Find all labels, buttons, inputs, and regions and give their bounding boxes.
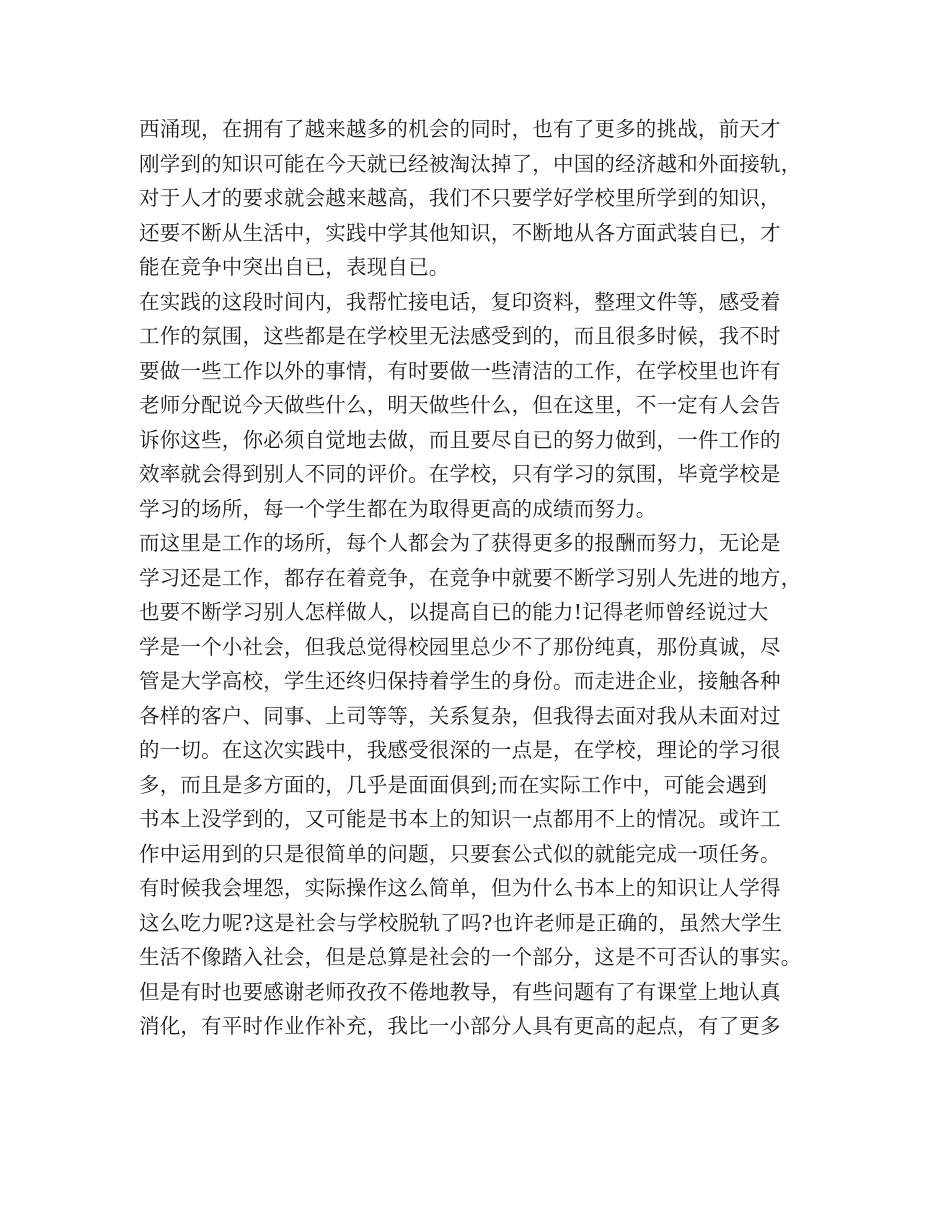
text-line: 但是有时也要感谢老师孜孜不倦地教导，有些问题有了有课堂上地认真: [139, 979, 781, 1004]
text-line: 而这里是工作的场所，每个人都会为了获得更多的报酬而努力，无论是: [139, 531, 781, 555]
text-line: 各样的客户、同事、上司等等，关系复杂，但我得去面对我从未面对过: [139, 703, 781, 728]
text-line: 书本上没学到的，又可能是书本上的知识一点都用不上的情况。或许工: [139, 807, 781, 831]
text-line: 还要不断从生活中，实践中学其他知识，不断地从各方面武装自已，才: [139, 220, 781, 245]
text-line: 在实践的这段时间内，我帮忙接电话，复印资料，整理文件等，感受着: [139, 289, 781, 314]
text-line: 管是大学高校，学生还终归保持着学生的身份。而走进企业，接触各种: [139, 669, 781, 693]
text-line: 有时候我会埋怨，实际操作这么简单，但为什么书本上的知识让人学得: [139, 876, 781, 900]
text-line: 效率就会得到别人不同的评价。在学校，只有学习的氛围，毕竟学校是: [139, 462, 781, 486]
text-line: 学习还是工作，都存在着竞争，在竞争中就要不断学习别人先进的地方，: [139, 565, 802, 590]
text-line: 能在竞争中突出自已，表现自已。: [139, 255, 450, 279]
text-line: 对于人才的要求就会越来越高，我们不只要学好学校里所学到的知识，: [139, 186, 781, 210]
text-line: 西涌现，在拥有了越来越多的机会的同时，也有了更多的挑战，前天才: [139, 117, 781, 141]
text-line: 老师分配说今天做些什么，明天做些什么，但在这里，不一定有人会告: [139, 393, 781, 417]
text-line: 学习的场所，每一个学生都在为取得更高的成绩而努力。: [139, 496, 657, 521]
text-line: 工作的氛围，这些都是在学校里无法感受到的，而且很多时候，我不时: [139, 324, 781, 348]
text-line: 诉你这些，你必须自觉地去做，而且要尽自已的努力做到，一件工作的: [139, 427, 781, 452]
text-line: 刚学到的知识可能在今天就已经被淘汰掉了，中国的经济越和外面接轨，: [139, 151, 802, 176]
text-line: 的一切。在这次实践中，我感受很深的一点是，在学校，理论的学习很: [139, 738, 781, 762]
text-line: 作中运用到的只是很简单的问题，只要套公式似的就能完成一项任务。: [139, 841, 781, 866]
text-line: 也要不断学习别人怎样做人，以提高自已的能力!记得老师曾经说过大: [139, 600, 769, 624]
text-line: 多，而且是多方面的，几乎是面面俱到;而在实际工作中，可能会遇到: [139, 772, 768, 797]
text-line: 要做一些工作以外的事情，有时要做一些清洁的工作，在学校里也许有: [139, 358, 781, 383]
body-text: [139, 112, 839, 1044]
text-line: 这么吃力呢?这是社会与学校脱轨了吗?也许老师是正确的，虽然大学生: [139, 910, 783, 935]
text-line: 生活不像踏入社会，但是总算是社会的一个部分，这是不可否认的事实。: [139, 945, 802, 969]
text-line: 消化，有平时作业作补充，我比一小部分人具有更高的起点，有了更多: [139, 1014, 781, 1038]
text-line: 学是一个小社会，但我总觉得校园里总少不了那份纯真，那份真诚，尽: [139, 634, 781, 659]
